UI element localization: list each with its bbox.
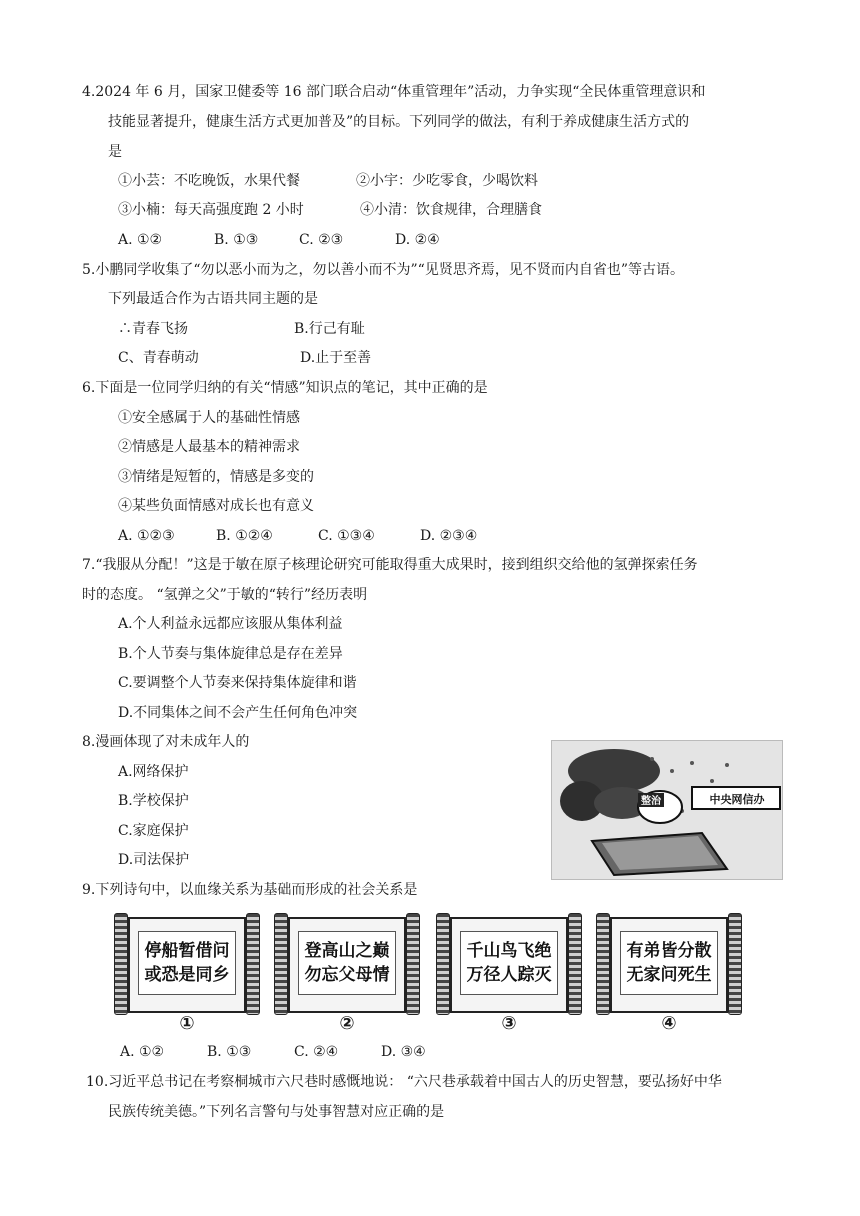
scroll-number: ② (339, 1013, 355, 1034)
q6-item-1: ①安全感属于人的基础性情感 (118, 410, 300, 426)
scroll-3 (434, 913, 584, 1033)
scroll-line-top: 登高山之巅 (304, 941, 390, 961)
scroll-panel (610, 917, 728, 1013)
q6-option-c: C. ①③④ (318, 528, 375, 544)
q8-option-a: A.网络保护 (118, 764, 189, 780)
scroll-panel (288, 917, 406, 1013)
q4-item-1: ①小芸：不吃晚饭，水果代餐 (118, 173, 300, 189)
scroll-line-bottom: 万径人踪灭 (466, 965, 552, 985)
q4-stem-line2: 技能显著提升，健康生活方式更加普及”的目标。下列同学的做法，有利于养成健康生活方式的 (108, 114, 690, 130)
scroll-number: ③ (501, 1013, 517, 1034)
q8-option-d: D.司法保护 (118, 852, 190, 868)
q7-stem-line1: 7.“我服从分配！”这是于敏在原子核理论研究可能取得重大成果时，接到组织交给他的氢弹探索任务 (82, 557, 698, 573)
q4-item-3: ③小楠：每天高强度跑 2 小时 (118, 202, 304, 218)
scroll-4 (594, 913, 744, 1033)
cartoon-word-text: 整治 (641, 796, 661, 807)
q5-option-a: ∴青春飞扬 (118, 321, 188, 337)
cartoon-image (551, 740, 783, 880)
scroll-line-top: 千山鸟飞绝 (466, 941, 552, 961)
q4-option-c: C. ②③ (299, 232, 344, 248)
q7-stem-line2: 时的态度。 “氢弹之父”于敏的“转行”经历表明 (82, 587, 368, 603)
q7-option-b: B.个人节奏与集体旋律总是存在差异 (118, 646, 343, 662)
q9-option-a: A. ①② (120, 1044, 165, 1060)
q4-item-2: ②小宇：少吃零食，少喝饮料 (356, 173, 538, 189)
q6-item-3: ③情绪是短暂的，情感是多变的 (118, 469, 314, 485)
q4-item-4: ④小清：饮食规律，合理膳食 (360, 202, 542, 218)
scroll-rod-right (246, 913, 260, 1015)
cartoon-label-text: 中央网信办 (709, 793, 765, 806)
scroll-rod-right (406, 913, 420, 1015)
scroll-rod-right (728, 913, 742, 1015)
scroll-rod-left (436, 913, 450, 1015)
q7-option-a: A.个人利益永远都应该服从集体利益 (118, 616, 343, 632)
scroll-line-bottom: 无家问死生 (626, 965, 712, 985)
q10-stem-line2: 民族传统美德。”下列名言警句与处事智慧对应正确的是 (108, 1104, 445, 1120)
scroll-number: ④ (661, 1013, 677, 1034)
q6-stem-line1: 6.下面是一位同学归纳的有关“情感”知识点的笔记，其中正确的是 (82, 380, 488, 396)
scroll-1 (112, 913, 262, 1033)
q4-option-b: B. ①③ (214, 232, 259, 248)
q7-option-d: D.不同集体之间不会产生任何角色冲突 (118, 705, 358, 721)
q10-stem-line1: 10.习近平总书记在考察桐城市六尺巷时感慨地说： “六尺巷承载着中国古人的历史智慧，要弘扬好中华 (86, 1074, 722, 1090)
scroll-panel (450, 917, 568, 1013)
q4-option-a: A. ①② (118, 232, 163, 248)
q8-stem-line1: 8.漫画体现了对未成年人的 (82, 734, 250, 750)
q5-stem-line1: 5.小鹏同学收集了“勿以恶小而为之，勿以善小而不为”“见贤思齐焉，见不贤而内自省也”等古语。 (82, 262, 684, 278)
q9-stem-line1: 9.下列诗句中，以血缘关系为基础而形成的社会关系是 (82, 882, 418, 898)
q4-option-d: D. ②④ (395, 232, 440, 248)
q6-option-a: A. ①②③ (118, 528, 175, 544)
q5-option-b: B.行己有耻 (294, 321, 365, 337)
q4-stem-line1: 4.2024 年 6 月，国家卫健委等 16 部门联合启动“体重管理年”活动，力争实现“全民体重管理意识和 (82, 84, 706, 100)
scroll-rod-left (596, 913, 610, 1015)
scroll-panel (128, 917, 246, 1013)
scroll-rod-right (568, 913, 582, 1015)
scroll-line-bottom: 或恐是同乡 (144, 965, 230, 985)
q5-option-c: C、青春萌动 (118, 350, 199, 366)
scroll-number: ① (179, 1013, 195, 1034)
scroll-line-bottom: 勿忘父母情 (304, 965, 390, 985)
scroll-2 (272, 913, 422, 1033)
q4-stem-line3: 是 (108, 144, 122, 160)
scroll-rod-left (114, 913, 128, 1015)
scroll-rod-left (274, 913, 288, 1015)
scroll-line-top: 有弟皆分散 (626, 941, 712, 961)
q7-option-c: C.要调整个人节奏来保持集体旋律和谐 (118, 675, 357, 691)
q5-stem-line2: 下列最适合作为古语共同主题的是 (108, 291, 318, 307)
q5-option-d: D.止于至善 (300, 350, 372, 366)
scroll-line-top: 停船暂借问 (144, 941, 230, 961)
q6-option-d: D. ②③④ (420, 528, 478, 544)
q6-option-b: B. ①②④ (216, 528, 273, 544)
q9-option-b: B. ①③ (207, 1044, 252, 1060)
q9-option-c: C. ②④ (294, 1044, 339, 1060)
q6-item-4: ④某些负面情感对成长也有意义 (118, 498, 314, 514)
q6-item-2: ②情感是人最基本的精神需求 (118, 439, 300, 455)
q8-option-b: B.学校保护 (118, 793, 189, 809)
q8-option-c: C.家庭保护 (118, 823, 189, 839)
q9-option-d: D. ③④ (381, 1044, 426, 1060)
